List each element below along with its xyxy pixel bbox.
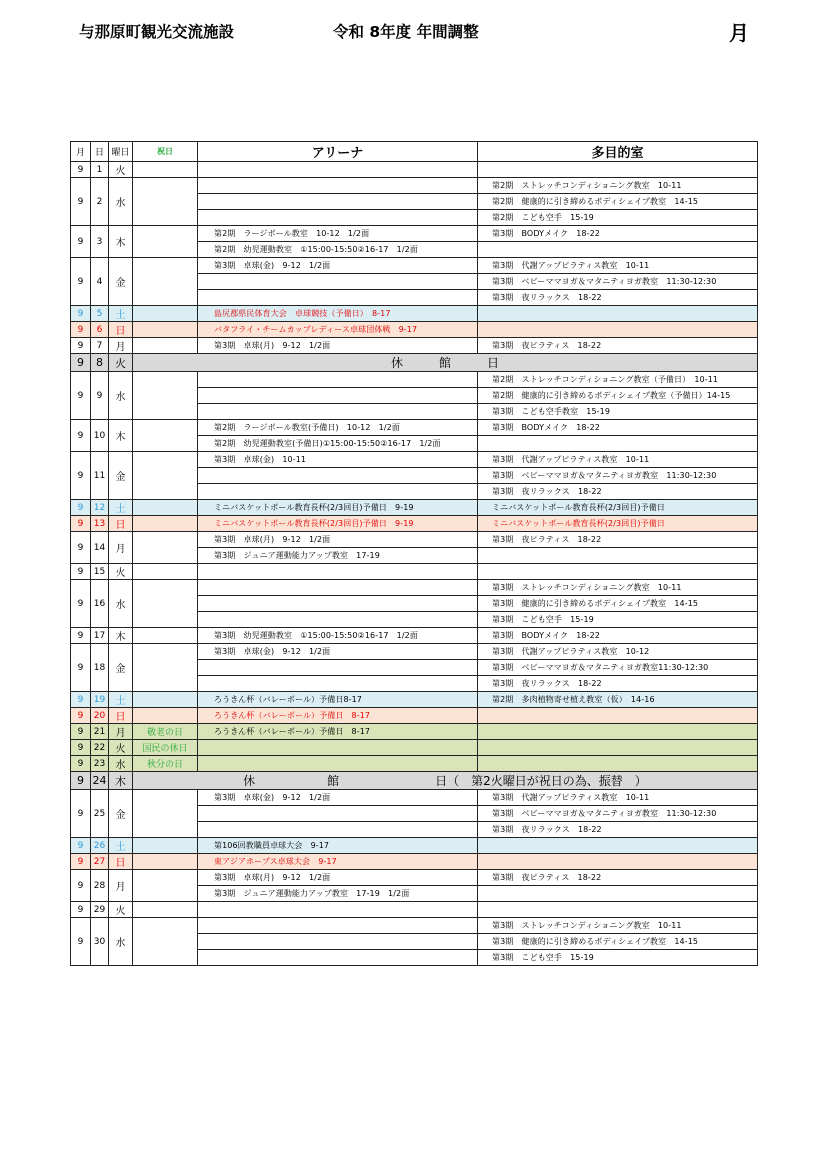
multi-event <box>478 756 758 772</box>
weekday-cell: 金 <box>109 644 133 692</box>
month-cell: 9 <box>71 564 91 580</box>
day-cell: 8 <box>91 354 109 372</box>
multi-event <box>478 322 758 338</box>
month-cell: 9 <box>71 870 91 902</box>
arena-event: ろうきん杯（バレーボール）予備日 8-17 <box>198 724 478 740</box>
weekday-cell: 水 <box>109 756 133 772</box>
holiday-cell <box>133 226 198 258</box>
arena-event: バタフライ・チームカップレディース卓球団体戦 9-17 <box>198 322 478 338</box>
table-row <box>71 628 758 644</box>
holiday-cell <box>133 918 198 966</box>
holiday-cell <box>133 628 198 644</box>
table-row <box>71 644 758 660</box>
holiday-cell <box>133 452 198 500</box>
holiday-cell <box>133 306 198 322</box>
day-cell: 21 <box>91 724 109 740</box>
arena-event: 第2期 幼児運動教室 ①15:00-15:50②16-17 1/2面 <box>198 242 478 258</box>
col-weekday-header: 曜日 <box>109 142 133 162</box>
day-cell: 2 <box>91 178 109 226</box>
table-row <box>71 322 758 338</box>
weekday-cell: 月 <box>109 724 133 740</box>
weekday-cell: 日 <box>109 708 133 724</box>
holiday-cell <box>133 372 198 420</box>
day-cell: 14 <box>91 532 109 564</box>
holiday-cell <box>133 516 198 532</box>
month-cell: 9 <box>71 306 91 322</box>
closed-notice: 休 館 日（ 第2火曜日が祝日の為、振替 ） <box>133 772 758 790</box>
multi-event: 第3期 BODYメイク 18-22 <box>478 226 758 242</box>
table-row <box>71 902 758 918</box>
month-label: 月 <box>729 21 749 45</box>
arena-event <box>198 676 478 692</box>
weekday-cell: 月 <box>109 532 133 564</box>
weekday-cell: 土 <box>109 692 133 708</box>
weekday-cell: 水 <box>109 918 133 966</box>
day-cell: 10 <box>91 420 109 452</box>
arena-event <box>198 484 478 500</box>
multi-event <box>478 242 758 258</box>
multi-event <box>478 162 758 178</box>
arena-event: 第3期 卓球(金) 9-12 1/2面 <box>198 790 478 806</box>
weekday-cell: 月 <box>109 338 133 354</box>
day-cell: 20 <box>91 708 109 724</box>
day-cell: 28 <box>91 870 109 902</box>
weekday-cell: 火 <box>109 902 133 918</box>
arena-event <box>198 822 478 838</box>
weekday-cell: 木 <box>109 772 133 790</box>
multi-event <box>478 854 758 870</box>
table-row <box>71 372 758 388</box>
weekday-cell: 火 <box>109 354 133 372</box>
multi-event <box>478 436 758 452</box>
table-row <box>71 756 758 772</box>
day-cell: 9 <box>91 372 109 420</box>
month-cell: 9 <box>71 372 91 420</box>
arena-event: 島尻郡県民体育大会 卓球競技（予備日） 8-17 <box>198 306 478 322</box>
multi-event: 第3期 BODYメイク 18-22 <box>478 420 758 436</box>
holiday-cell <box>133 854 198 870</box>
holiday-cell <box>133 162 198 178</box>
month-cell: 9 <box>71 790 91 838</box>
multi-event: 第3期 健康的に引き締めるボディシェイプ教室 14-15 <box>478 934 758 950</box>
month-cell: 9 <box>71 338 91 354</box>
table-row <box>71 724 758 740</box>
table-row <box>71 854 758 870</box>
day-cell: 15 <box>91 564 109 580</box>
day-cell: 7 <box>91 338 109 354</box>
multi-event: 第3期 夜ピラティス 18-22 <box>478 870 758 886</box>
holiday-cell <box>133 500 198 516</box>
weekday-cell: 木 <box>109 420 133 452</box>
month-cell: 9 <box>71 354 91 372</box>
multi-event: 第3期 夜リラックス 18-22 <box>478 822 758 838</box>
holiday-cell <box>133 322 198 338</box>
table-row <box>71 226 758 242</box>
holiday-cell <box>133 870 198 902</box>
col-day-header: 日 <box>91 142 109 162</box>
weekday-cell: 日 <box>109 854 133 870</box>
arena-event: 第3期 卓球(月) 9-12 1/2面 <box>198 870 478 886</box>
arena-event: 第2期 幼児運動教室(予備日)①15:00-15:50②16-17 1/2面 <box>198 436 478 452</box>
multi-event: ミニバスケットボール教育長杯(2/3回目)予備日 <box>478 500 758 516</box>
weekday-cell: 土 <box>109 306 133 322</box>
month-cell: 9 <box>71 420 91 452</box>
arena-event <box>198 740 478 756</box>
month-cell: 9 <box>71 756 91 772</box>
weekday-cell: 金 <box>109 258 133 306</box>
month-cell: 9 <box>71 258 91 306</box>
month-cell: 9 <box>71 452 91 500</box>
schedule-table <box>70 141 758 966</box>
month-cell: 9 <box>71 322 91 338</box>
table-row <box>71 306 758 322</box>
day-cell: 12 <box>91 500 109 516</box>
month-cell: 9 <box>71 838 91 854</box>
day-cell: 5 <box>91 306 109 322</box>
arena-event <box>198 372 478 388</box>
table-row <box>71 338 758 354</box>
holiday-cell <box>133 532 198 564</box>
day-cell: 26 <box>91 838 109 854</box>
day-cell: 30 <box>91 918 109 966</box>
holiday-cell <box>133 564 198 580</box>
table-row <box>71 162 758 178</box>
table-row <box>71 918 758 934</box>
table-row <box>71 420 758 436</box>
arena-event: 第3期 卓球(金) 9-12 1/2面 <box>198 644 478 660</box>
weekday-cell: 金 <box>109 452 133 500</box>
day-cell: 27 <box>91 854 109 870</box>
holiday-cell <box>133 708 198 724</box>
col-month-header: 月 <box>71 142 91 162</box>
multi-event <box>478 708 758 724</box>
multi-event: 第3期 代謝アップピラティス教室 10-11 <box>478 452 758 468</box>
multi-event: 第3期 夜ピラティス 18-22 <box>478 532 758 548</box>
month-cell: 9 <box>71 628 91 644</box>
year-title: 令和 8年度 年間調整 <box>333 23 479 41</box>
day-cell: 17 <box>91 628 109 644</box>
multi-event <box>478 564 758 580</box>
multi-event <box>478 902 758 918</box>
table-row <box>71 870 758 886</box>
weekday-cell: 土 <box>109 500 133 516</box>
arena-event: 第3期 幼児運動教室 ①15:00-15:50②16-17 1/2面 <box>198 628 478 644</box>
holiday-cell <box>133 838 198 854</box>
arena-event: 第2期 ラージボール教室(予備日) 10-12 1/2面 <box>198 420 478 436</box>
arena-event <box>198 468 478 484</box>
day-cell: 24 <box>91 772 109 790</box>
multi-event: 第3期 ベビーママヨガ＆マタニティヨガ教室 11:30-12:30 <box>478 468 758 484</box>
arena-event <box>198 274 478 290</box>
multi-event: 第2期 健康的に引き締めるボディシェイプ教室 14-15 <box>478 194 758 210</box>
arena-event: 第3期 ジュニア運動能力アップ教室 17-19 <box>198 548 478 564</box>
facility-title: 与那原町観光交流施設 <box>79 23 235 41</box>
multi-event <box>478 548 758 564</box>
arena-event <box>198 806 478 822</box>
weekday-cell: 水 <box>109 178 133 226</box>
table-row <box>71 532 758 548</box>
month-cell: 9 <box>71 532 91 564</box>
table-row <box>71 708 758 724</box>
day-cell: 25 <box>91 790 109 838</box>
table-row <box>71 178 758 194</box>
table-row <box>71 838 758 854</box>
arena-event <box>198 162 478 178</box>
day-cell: 19 <box>91 692 109 708</box>
multi-event: 第3期 ストレッチコンディショニング教室 10-11 <box>478 580 758 596</box>
weekday-cell: 水 <box>109 372 133 420</box>
day-cell: 3 <box>91 226 109 258</box>
multi-event: 第2期 ストレッチコンディショニング教室（予備日） 10-11 <box>478 372 758 388</box>
multi-event: 第3期 夜リラックス 18-22 <box>478 484 758 500</box>
holiday-cell <box>133 580 198 628</box>
month-cell: 9 <box>71 644 91 692</box>
weekday-cell: 金 <box>109 790 133 838</box>
multi-event: 第3期 こども空手 15-19 <box>478 950 758 966</box>
month-cell: 9 <box>71 162 91 178</box>
multi-event: 第3期 代謝アップピラティス教室 10-12 <box>478 644 758 660</box>
arena-event: 東アジアホープス卓球大会 9-17 <box>198 854 478 870</box>
weekday-cell: 火 <box>109 564 133 580</box>
arena-event <box>198 660 478 676</box>
weekday-cell: 土 <box>109 838 133 854</box>
table-row <box>71 564 758 580</box>
arena-event: 第3期 卓球(金) 9-12 1/2面 <box>198 258 478 274</box>
arena-event: ろうきん杯（バレーボール）予備日 8-17 <box>198 708 478 724</box>
arena-event: ミニバスケットボール教育長杯(2/3回目)予備日 9-19 <box>198 500 478 516</box>
multi-event <box>478 886 758 902</box>
arena-event <box>198 950 478 966</box>
table-row <box>71 516 758 532</box>
multi-event: 第3期 ストレッチコンディショニング教室 10-11 <box>478 918 758 934</box>
holiday-cell: 敬老の日 <box>133 724 198 740</box>
multi-event: 第2期 ストレッチコンディショニング教室 10-11 <box>478 178 758 194</box>
col-multi-header: 多目的室 <box>478 142 758 162</box>
table-row <box>71 500 758 516</box>
arena-event <box>198 290 478 306</box>
arena-event <box>198 388 478 404</box>
month-cell: 9 <box>71 902 91 918</box>
day-cell: 29 <box>91 902 109 918</box>
table-header-row <box>71 142 758 162</box>
arena-event <box>198 178 478 194</box>
col-holiday-header: 祝日 <box>133 142 198 162</box>
weekday-cell: 月 <box>109 870 133 902</box>
day-cell: 1 <box>91 162 109 178</box>
multi-event: 第3期 ベビーママヨガ＆マタニティヨガ教室11:30-12:30 <box>478 660 758 676</box>
arena-event: 第3期 ジュニア運動能力アップ教室 17-19 1/2面 <box>198 886 478 902</box>
multi-event: 第3期 ベビーママヨガ＆マタニティヨガ教室 11:30-12:30 <box>478 274 758 290</box>
arena-event: 第106回教職員卓球大会 9-17 <box>198 838 478 854</box>
holiday-cell <box>133 258 198 306</box>
arena-event <box>198 580 478 596</box>
arena-event <box>198 612 478 628</box>
multi-event: 第3期 夜ピラティス 18-22 <box>478 338 758 354</box>
day-cell: 18 <box>91 644 109 692</box>
day-cell: 16 <box>91 580 109 628</box>
arena-event <box>198 210 478 226</box>
holiday-cell <box>133 178 198 226</box>
holiday-cell: 国民の休日 <box>133 740 198 756</box>
weekday-cell: 水 <box>109 580 133 628</box>
arena-event: ろうきん杯（バレーボール）予備日8-17 <box>198 692 478 708</box>
multi-event <box>478 740 758 756</box>
month-cell: 9 <box>71 580 91 628</box>
arena-event: 第3期 卓球(月) 9-12 1/2面 <box>198 338 478 354</box>
month-cell: 9 <box>71 708 91 724</box>
multi-event: 第3期 こども空手 15-19 <box>478 612 758 628</box>
month-cell: 9 <box>71 692 91 708</box>
table-row <box>71 692 758 708</box>
multi-event <box>478 306 758 322</box>
multi-event: ミニバスケットボール教育長杯(2/3回目)予備日 <box>478 516 758 532</box>
holiday-cell <box>133 902 198 918</box>
closed-notice: 休 館 日 <box>133 354 758 372</box>
holiday-cell <box>133 644 198 692</box>
holiday-cell: 秋分の日 <box>133 756 198 772</box>
table-row <box>71 580 758 596</box>
month-cell: 9 <box>71 772 91 790</box>
arena-event <box>198 934 478 950</box>
table-row <box>71 740 758 756</box>
col-arena-header: アリーナ <box>198 142 478 162</box>
holiday-cell <box>133 420 198 452</box>
month-cell: 9 <box>71 854 91 870</box>
day-cell: 11 <box>91 452 109 500</box>
day-cell: 6 <box>91 322 109 338</box>
month-cell: 9 <box>71 226 91 258</box>
month-cell: 9 <box>71 500 91 516</box>
day-cell: 22 <box>91 740 109 756</box>
holiday-cell <box>133 790 198 838</box>
day-cell: 4 <box>91 258 109 306</box>
month-cell: 9 <box>71 178 91 226</box>
weekday-cell: 木 <box>109 226 133 258</box>
multi-event: 第3期 ベビーママヨガ＆マタニティヨガ教室 11:30-12:30 <box>478 806 758 822</box>
arena-event <box>198 404 478 420</box>
arena-event <box>198 902 478 918</box>
weekday-cell: 日 <box>109 516 133 532</box>
multi-event: 第2期 多肉植物寄せ植え教室（仮） 14-16 <box>478 692 758 708</box>
multi-event: 第2期 健康的に引き締めるボディシェイプ教室（予備日）14-15 <box>478 388 758 404</box>
holiday-cell <box>133 338 198 354</box>
arena-event: 第3期 卓球(金) 10-11 <box>198 452 478 468</box>
weekday-cell: 火 <box>109 162 133 178</box>
arena-event: 第3期 卓球(月) 9-12 1/2面 <box>198 532 478 548</box>
multi-event: 第2期 こども空手 15-19 <box>478 210 758 226</box>
multi-event: 第3期 BODYメイク 18-22 <box>478 628 758 644</box>
table-row <box>71 258 758 274</box>
weekday-cell: 火 <box>109 740 133 756</box>
month-cell: 9 <box>71 516 91 532</box>
multi-event: 第3期 代謝アップピラティス教室 10-11 <box>478 790 758 806</box>
day-cell: 23 <box>91 756 109 772</box>
month-cell: 9 <box>71 724 91 740</box>
arena-event: ミニバスケットボール教育長杯(2/3回目)予備日 9-19 <box>198 516 478 532</box>
holiday-cell <box>133 692 198 708</box>
weekday-cell: 日 <box>109 322 133 338</box>
multi-event <box>478 838 758 854</box>
arena-event: 第2期 ラージボール教室 10-12 1/2面 <box>198 226 478 242</box>
multi-event: 第3期 健康的に引き締めるボディシェイプ教室 14-15 <box>478 596 758 612</box>
multi-event <box>478 724 758 740</box>
arena-event <box>198 596 478 612</box>
multi-event: 第3期 こども空手教室 15-19 <box>478 404 758 420</box>
arena-event <box>198 564 478 580</box>
multi-event: 第3期 夜リラックス 18-22 <box>478 290 758 306</box>
arena-event <box>198 194 478 210</box>
multi-event: 第3期 夜リラックス 18-22 <box>478 676 758 692</box>
schedule-body <box>71 162 758 966</box>
arena-event <box>198 918 478 934</box>
multi-event: 第3期 代謝アップピラティス教室 10-11 <box>478 258 758 274</box>
month-cell: 9 <box>71 918 91 966</box>
table-row <box>71 452 758 468</box>
day-cell: 13 <box>91 516 109 532</box>
closed-day-row <box>71 772 758 790</box>
table-row <box>71 790 758 806</box>
closed-day-row <box>71 354 758 372</box>
month-cell: 9 <box>71 740 91 756</box>
weekday-cell: 木 <box>109 628 133 644</box>
arena-event <box>198 756 478 772</box>
